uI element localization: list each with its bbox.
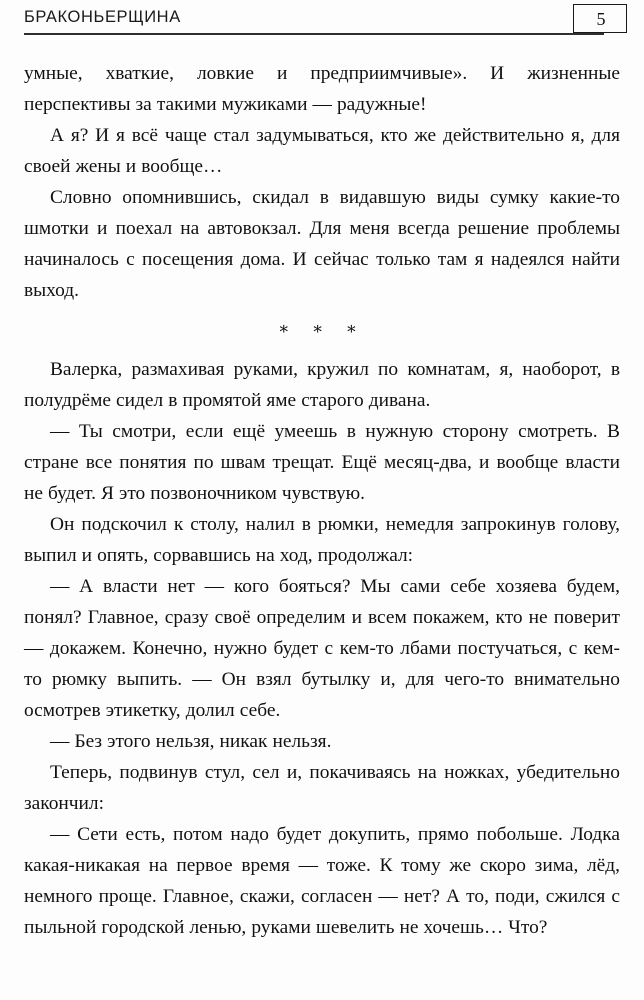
paragraph: — Ты смотри, если ещё умеешь в нужную сторону смотреть. В стране все понятия по швам трещат. Ещё месяц-два, и вообще власти не будет. Я это позвоночником чувствую. [24,421,620,504]
paragraph: Теперь, подвинув стул, сел и, покачиваясь на ножках, убедительно закончил: [24,762,620,814]
paragraph: Словно опомнившись, скидал в видавшую виды сумку какие-то шмотки и поехал на автовокзал. Для меня всегда решение проблемы начиналось с посещения дома. И сейчас только там я надеялся найти выход. [24,187,620,301]
paragraph: умные, хваткие, ловкие и предприимчивые». И жизненные перспективы за такими мужиками — радужные! [24,63,620,115]
paragraph: Он подскочил к столу, налил в рюмки, немедля запрокинув голову, выпил и опять, сорвавшись на ход, продолжал: [24,514,620,566]
scene-break-ornament: ∗ ∗ ∗ [277,319,367,338]
running-head-title: БРАКОНЬЕРЩИНА [24,8,181,26]
body-text [24,58,620,943]
paragraph: — Сети есть, потом надо будет докупить, прямо побольше. Лодка какая-никакая на первое время — тоже. К тому же скоро зима, лёд, немного проще. Главное, скажи, согласен — нет? А то, поди, сжился с пыльной городской ленью, руками шевелить не хочешь… Что? [24,824,620,938]
header-rule [24,33,604,35]
paragraph: А я? И я всё чаще стал задумываться, кто же действительно я, для своей жены и вообще… [24,125,620,177]
running-head [24,6,620,40]
page-number-box [573,4,627,33]
paragraph: — А власти нет — кого бояться? Мы сами себе хозяева будем, понял? Главное, сразу своё определим и всем покажем, кто не поверит — докажем. Конечно, нужно будет с кем-то лбами постучаться, с кем-то рюмку выпить. — Он взял бутылку и, для чего-то внимательно осмотрев этикетку, долил себе. [24,576,620,721]
paragraph: — Без этого нельзя, никак нельзя. [50,731,332,752]
page-number: 5 [596,9,606,29]
paragraph: Валерка, размахивая руками, кружил по комнатам, я, наоборот, в полудрёме сидел в промятой яме старого дивана. [24,359,620,411]
